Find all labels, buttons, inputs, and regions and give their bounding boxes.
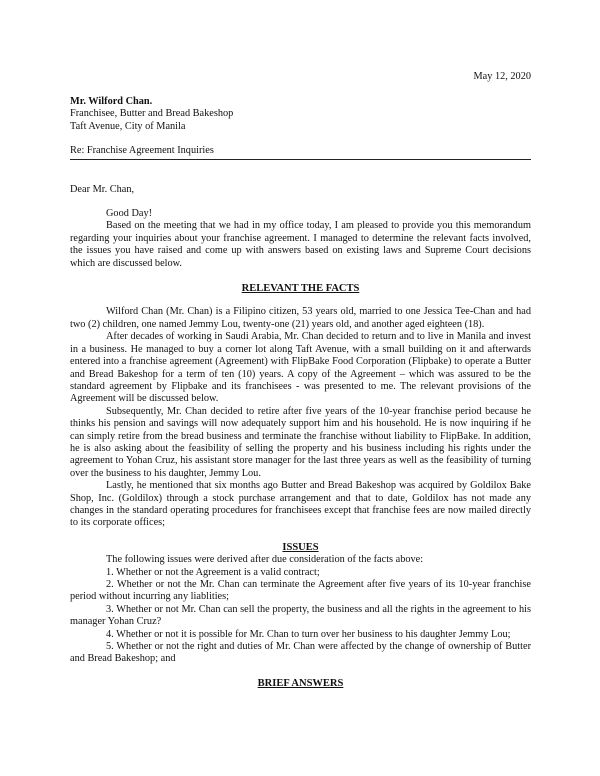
addressee-address: Taft Avenue, City of Manila [70, 120, 186, 132]
issue-item: 3. Whether or not Mr. Chan can sell the property, the business and all the rights in the agreement to his manager Yohan Cruz? [70, 603, 531, 628]
facts-heading: RELEVANT THE FACTS [241, 283, 360, 295]
letter-date: May 12, 2020 [473, 71, 531, 82]
issue-item: 2. Whether or not the Mr. Chan can terminate the Agreement after five years of its 10-year franchise period without incurring any liablities; [70, 579, 531, 603]
greeting: Good Day! [106, 208, 153, 220]
facts-paragraph: Subsequently, Mr. Chan decided to retire after five years of the 10-year franchise period because he thinks his pension and savings will now adequately support him and his household. He is now inquiring if he can simply retire from the bread business and terminate the franchise without liability to FlipBake. In addition, he is also asking about the feasibility of selling the property and his business including his rights under the agreement to Yohan Cruz, his assistant store manager for the last three years as well as the feasibility of turning over the business to his daughter, Jemmy Lou. [70, 405, 531, 479]
addressee-name: Mr. Wilford Chan. [70, 96, 153, 107]
addressee-block [70, 96, 531, 133]
facts-paragraph: After decades of working in Saudi Arabia, Mr. Chan decided to return and to live in Manila and invest in a business. He managed to buy a corner lot along Taft Avenue, with a small building on it and afterwards entered into a franchise agreement (Agreement) with FlipBake Food Corporation (Flipbake) to operate a Butter and Bread Bakeshop for a term of ten (10) years. A copy of the Agreement – which was assured to be the standard agreement by Flipbake and its franchisees - was presented to me. The relevant provisions of the Agreement will be discussed below. [70, 331, 531, 405]
salutation: Dear Mr. Chan, [70, 183, 135, 195]
issues-list [70, 567, 531, 666]
issues-heading: ISSUES [282, 541, 319, 553]
brief-answers-heading: BRIEF ANSWERS [257, 677, 344, 689]
issues-intro: The following issues were derived after due consideration of the facts above: [106, 554, 424, 566]
intro-paragraph: Based on the meeting that we had in my office today, I am pleased to provide you this memorandum regarding your inquiries about your franchise agreement. I managed to determine the relevant facts involved, the issues you have raised and come up with answers based on existing laws and Supreme Court decisions which are discussed below. [70, 220, 531, 269]
facts-paragraph: Lastly, he mentioned that six months ago Butter and Bread Bakeshop was acquired by Goldilox Bake Shop, Inc. (Goldilox) through a stock purchase arrangement and that to date, Goldilox has not made any changes in the standard operating procedures for franchisees except that franchise fees are now mailed directly to its corporate offices; [70, 480, 531, 529]
issue-item: 1. Whether or not the Agreement is a valid contract; [106, 566, 320, 578]
subject-line: Re: Franchise Agreement Inquiries [70, 145, 531, 159]
addressee-title: Franchisee, Butter and Bread Bakeshop [70, 108, 234, 120]
issue-item: 5. Whether or not the right and duties of Mr. Chan were affected by the change of ownership of Butter and Bread Bakeshop; and [70, 641, 531, 665]
issue-item: 4. Whether or not it is possible for Mr. Chan to turn over her business to his daughter Jemmy Lou; [106, 628, 511, 640]
facts-paragraph: Wilford Chan (Mr. Chan) is a Filipino citizen, 53 years old, married to one Jessica Tee-Chan and had two (2) children, one named Jemmy Lou, twenty-one (21) years old, and another aged eighteen (18). [70, 306, 531, 330]
